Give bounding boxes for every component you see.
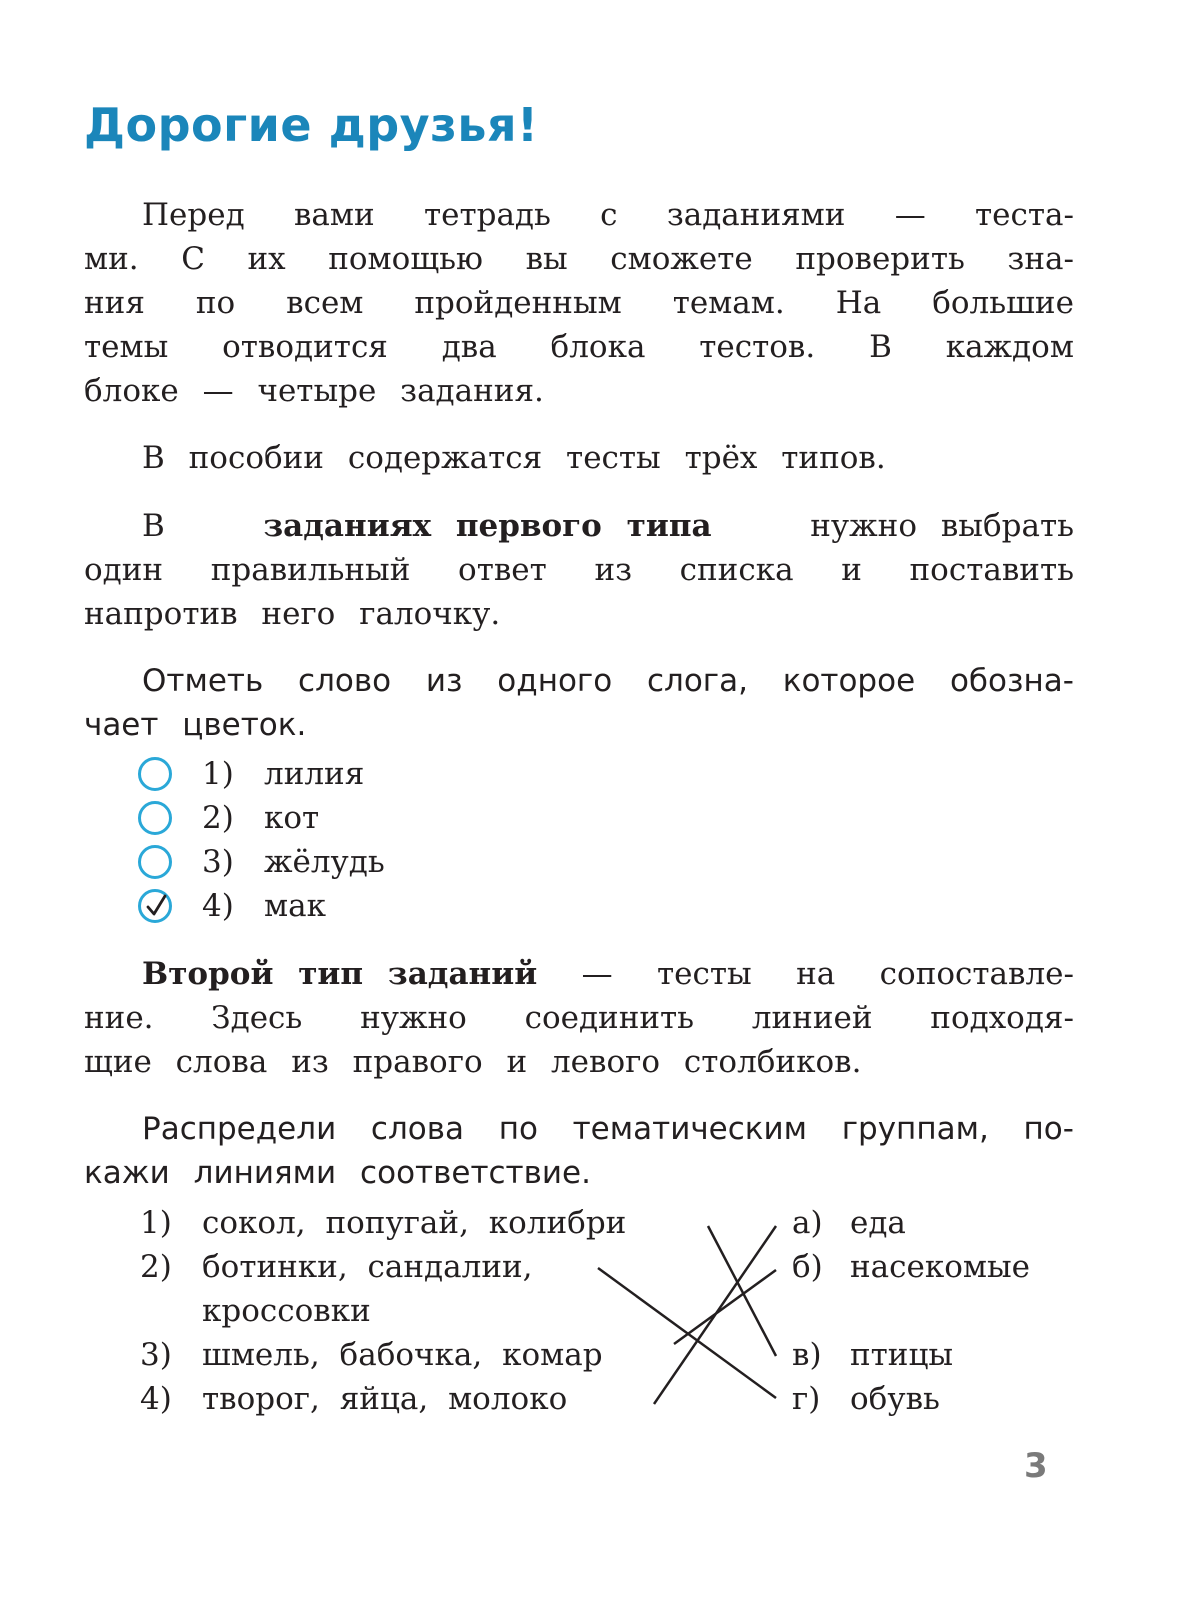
category-letter: в) xyxy=(792,1337,822,1373)
word: сопоставле- xyxy=(879,956,1074,992)
category-text: обувь xyxy=(850,1381,940,1417)
match-line-4-a[interactable] xyxy=(654,1226,776,1404)
option-text: лилия xyxy=(264,756,365,792)
word: всем xyxy=(286,285,364,321)
word: по xyxy=(498,1111,538,1147)
item-number: 1) xyxy=(140,1205,172,1241)
option-number: 1) xyxy=(202,756,234,792)
word: ми. xyxy=(84,241,139,277)
item-number: 2) xyxy=(140,1249,172,1285)
item-text: ботинки, сандалии, xyxy=(202,1249,533,1285)
word: слова xyxy=(370,1111,465,1147)
word: списка xyxy=(679,552,794,588)
word: В xyxy=(142,508,165,544)
word: темы xyxy=(84,329,169,365)
word: и xyxy=(841,552,862,588)
word: С xyxy=(181,241,205,277)
word: каждом xyxy=(945,329,1074,365)
word: вами xyxy=(293,197,375,233)
word: группам, xyxy=(841,1111,989,1147)
item-text: кроссовки xyxy=(202,1293,371,1329)
word: тетрадь xyxy=(423,197,551,233)
word: одного xyxy=(497,663,613,699)
example1-line-2: чает цветок. xyxy=(84,707,307,743)
word: один xyxy=(84,552,164,588)
word: заданиями xyxy=(666,197,846,233)
word: тестов. xyxy=(699,329,816,365)
intro-line-5: блоке — четыре задания. xyxy=(84,373,544,409)
word: Здесь xyxy=(211,1000,303,1036)
word: два xyxy=(441,329,497,365)
option-text: мак xyxy=(264,888,326,924)
word: слога, xyxy=(646,663,748,699)
word: из xyxy=(594,552,633,588)
category-letter: а) xyxy=(792,1205,823,1241)
word: ответ xyxy=(458,552,547,588)
option-text: жёлудь xyxy=(264,844,385,880)
option-number: 2) xyxy=(202,800,234,836)
word: слово xyxy=(298,663,392,699)
word: сможете xyxy=(610,241,753,277)
type1-bold-phrase: заданиях первого типа xyxy=(263,508,712,544)
word: их xyxy=(247,241,286,277)
word: На xyxy=(835,285,882,321)
word: ние. xyxy=(84,1000,154,1036)
item-number: 3) xyxy=(140,1337,172,1373)
word: которое xyxy=(782,663,916,699)
word: помощью xyxy=(328,241,484,277)
word: Распредели xyxy=(142,1111,337,1147)
phrase: нужно выбрать xyxy=(810,508,1074,544)
option-text: кот xyxy=(264,800,320,836)
word: теста- xyxy=(975,197,1074,233)
word: соединить xyxy=(524,1000,695,1036)
item-number: 4) xyxy=(140,1381,172,1417)
word: отводится xyxy=(222,329,388,365)
word: поставить xyxy=(909,552,1074,588)
word: Отметь xyxy=(142,663,264,699)
match-line-2-g[interactable] xyxy=(598,1268,776,1398)
word: подходя- xyxy=(930,1000,1074,1036)
word: проверить xyxy=(795,241,965,277)
category-letter: б) xyxy=(792,1249,823,1285)
option-number: 3) xyxy=(202,844,234,880)
word: из xyxy=(425,663,463,699)
item-text: шмель, бабочка, комар xyxy=(202,1337,603,1373)
word: тесты xyxy=(657,956,752,992)
category-text: птицы xyxy=(850,1337,954,1373)
word: темам. xyxy=(672,285,785,321)
word: ния xyxy=(84,285,145,321)
word: линией xyxy=(751,1000,873,1036)
item-text: творог, яйца, молоко xyxy=(202,1381,568,1417)
category-text: еда xyxy=(850,1205,906,1241)
item-text: сокол, попугай, колибри xyxy=(202,1205,627,1241)
types-intro: В пособии содержатся тесты трёх типов. xyxy=(142,440,886,476)
word: обозна- xyxy=(949,663,1074,699)
word: пройденным xyxy=(414,285,622,321)
type2-bold-phrase: Второй тип заданий xyxy=(142,956,538,992)
page-title: Дорогие друзья! xyxy=(84,98,539,152)
word: тематическим xyxy=(572,1111,808,1147)
word: — xyxy=(581,956,613,992)
word: правильный xyxy=(210,552,411,588)
word: Перед xyxy=(142,197,245,233)
word: с xyxy=(600,197,618,233)
category-letter: г) xyxy=(792,1381,821,1417)
match-line-1-v[interactable] xyxy=(708,1226,776,1356)
word: зна- xyxy=(1007,241,1074,277)
type2-line-3: щие слова из правого и левого столбиков. xyxy=(84,1044,862,1080)
word: по- xyxy=(1023,1111,1074,1147)
word: по xyxy=(195,285,236,321)
example2-line-2: кажи линиями соответствие. xyxy=(84,1155,591,1191)
word: большие xyxy=(932,285,1074,321)
option-number: 4) xyxy=(202,888,234,924)
word: на xyxy=(796,956,836,992)
category-text: насекомые xyxy=(850,1249,1031,1285)
page-number: 3 xyxy=(1024,1446,1048,1486)
word: — xyxy=(894,197,926,233)
type1-line-3: напротив него галочку. xyxy=(84,596,501,632)
match-line-3-b[interactable] xyxy=(674,1270,776,1344)
word: нужно xyxy=(360,1000,467,1036)
word: В xyxy=(869,329,892,365)
word: вы xyxy=(525,241,568,277)
word: блока xyxy=(550,329,646,365)
